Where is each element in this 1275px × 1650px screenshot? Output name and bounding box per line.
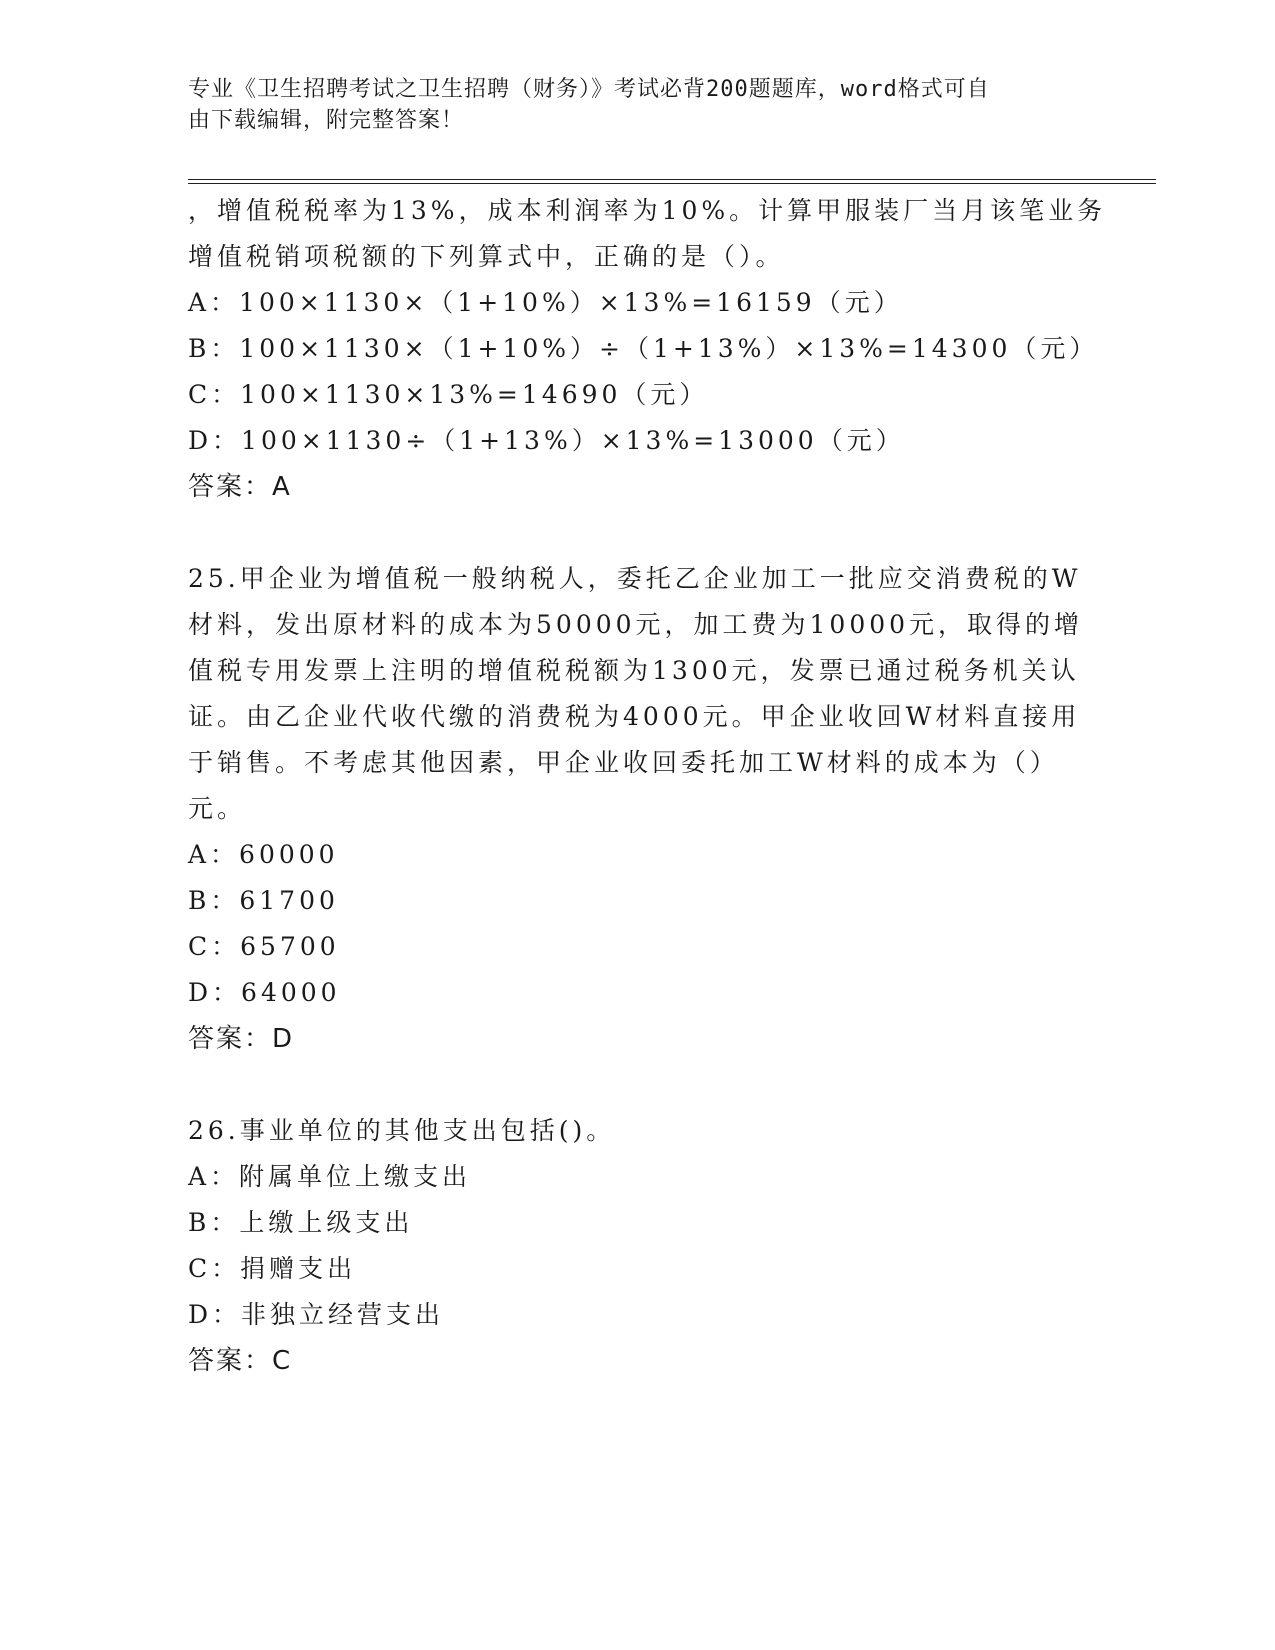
question-stem-line: 增值税销项税额的下列算式中，正确的是（）。 (188, 242, 785, 271)
question-stem-line: ，增值税税率为13%，成本利润率为10%。计算甲服装厂当月该笔业务 (188, 196, 1107, 225)
header-line-2: 由下载编辑，附完整答案！ (188, 108, 465, 133)
option-b: B：61700 (188, 886, 339, 915)
question-stem-line: 26.事业单位的其他支出包括()。 (188, 1116, 616, 1145)
document-header (188, 74, 1088, 136)
option-d: D：100×1130÷（1+13%）×13%=13000（元） (188, 426, 905, 455)
option-d: D：非独立经营支出 (188, 1300, 445, 1329)
option-b: B：上缴上级支出 (188, 1208, 414, 1237)
question-25 (188, 556, 1088, 1062)
question-stem-line: 于销售。不考虑其他因素，甲企业收回委托加工W材料的成本为（） (188, 748, 1059, 777)
option-d: D：64000 (188, 978, 341, 1007)
option-c: C：65700 (188, 932, 340, 961)
answer-line: 答案：D (188, 1024, 295, 1054)
question-stem-line: 材料，发出原材料的成本为50000元，加工费为10000元，取得的增 (188, 610, 1084, 639)
question-stem-line: 25.甲企业为增值税一般纳税人，委托乙企业加工一批应交消费税的W (188, 564, 1082, 593)
answer-line: 答案：C (188, 1346, 293, 1376)
option-a: A：100×1130×（1+10%）×13%=16159（元） (188, 288, 903, 317)
question-stem-line: 值税专用发票上注明的增值税税额为1300元，发票已通过税务机关认 (188, 656, 1080, 685)
option-a: A：60000 (188, 840, 339, 869)
header-line-1: 专业《卫生招聘考试之卫生招聘（财务）》考试必背200题题库，word格式可自 (188, 77, 990, 102)
option-a: A：附属单位上缴支出 (188, 1162, 472, 1191)
question-24 (188, 188, 1107, 510)
question-26 (188, 1108, 1088, 1384)
question-stem-line: 证。由乙企业代收代缴的消费税为4000元。甲企业收回W材料直接用 (188, 702, 1081, 731)
option-c: C：100×1130×13%=14690（元） (188, 380, 709, 409)
option-b: B：100×1130×（1+10%）÷（1+13%）×13%=14300（元） (188, 334, 1099, 363)
spacer (188, 510, 1088, 556)
question-content (188, 188, 1107, 1384)
header-divider-bottom (188, 183, 1156, 184)
answer-line: 答案：A (188, 472, 292, 502)
spacer (188, 1062, 1088, 1108)
header-divider-top (188, 179, 1156, 180)
option-c: C：捐赠支出 (188, 1254, 357, 1283)
question-stem-line: 元。 (188, 794, 247, 823)
